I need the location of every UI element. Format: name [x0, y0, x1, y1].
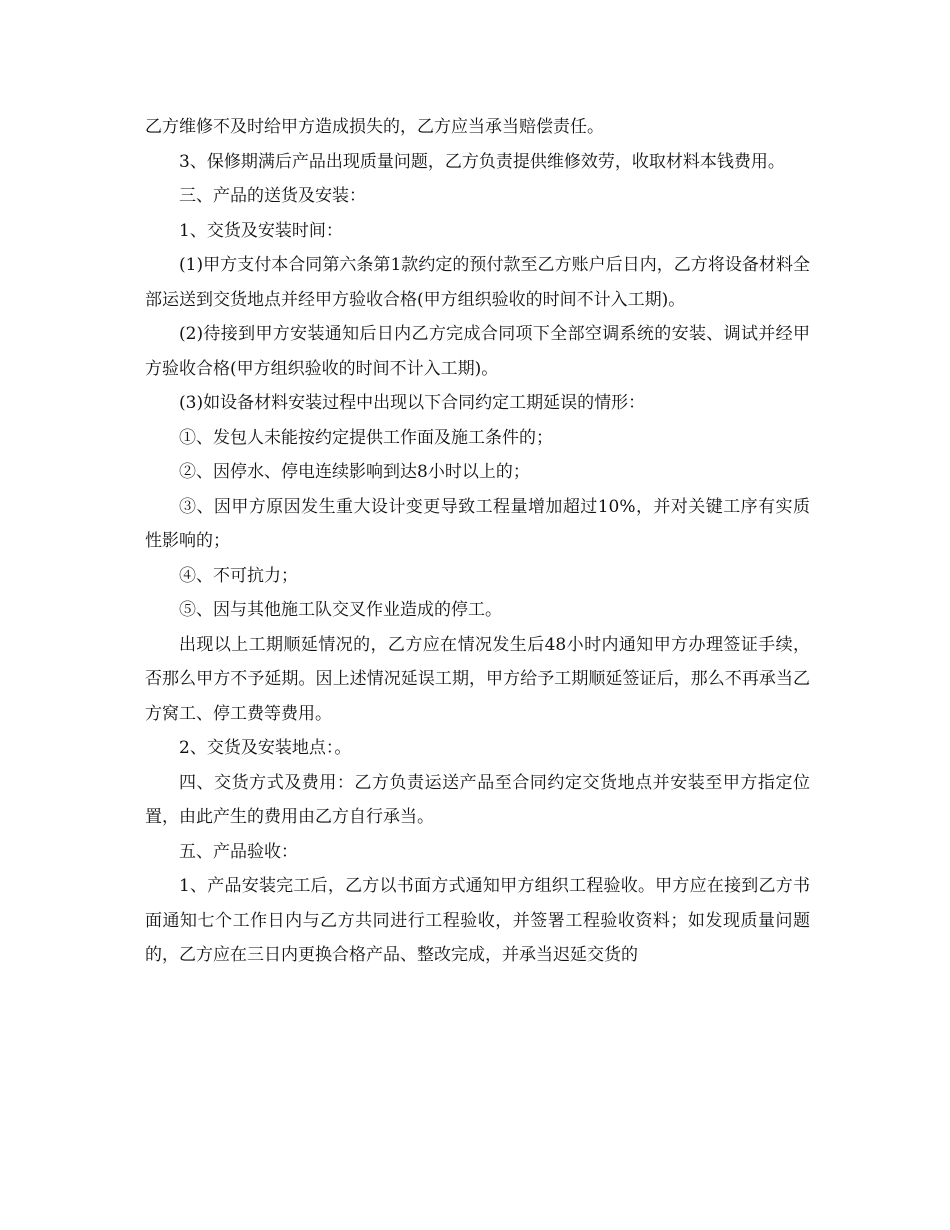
list-item: ③、因甲方原因发生重大设计变更导致工程量增加超过10%，并对关键工序有实质性影响的； [145, 496, 810, 551]
paragraph: 1、交货及安装时间： [179, 220, 343, 241]
section-heading: 五、产品验收： [179, 841, 298, 862]
paragraph: 乙方维修不及时给甲方造成损失的，乙方应当承当赔偿责任。 [145, 117, 604, 137]
list-item: ⑤、因与其他施工队交叉作业造成的停工。 [179, 600, 502, 620]
list-item: ④、不可抗力； [179, 565, 298, 586]
document-body [145, 110, 810, 973]
paragraph: 2、交货及安装地点：。 [179, 738, 352, 758]
paragraph: (2)待接到甲方安装通知后日内乙方完成合同项下全部空调系统的安装、调试并经甲方验收合格(甲方组织验收的时间不计入工期)。 [145, 324, 810, 379]
list-item: ①、发包人未能按约定提供工作面及施工条件的； [179, 427, 553, 448]
paragraph: (1)甲方支付本合同第六条第1款约定的预付款至乙方账户后日内，乙方将设备材料全部运送到交货地点并经甲方验收合格(甲方组织验收的时间不计入工期)。 [145, 255, 810, 310]
paragraph: 1、产品安装完工后，乙方以书面方式通知甲方组织工程验收。甲方应在接到乙方书面通知七个工作日内与乙方共同进行工程验收，并签署工程验收资料；如发现质量问题的，乙方应在三日内更换合格产品、整改完成，并承当迟延交货的 [145, 876, 810, 965]
paragraph: (3)如设备材料安装过程中出现以下合同约定工期延误的情形： [179, 393, 646, 413]
section-heading: 三、产品的送货及安装： [179, 186, 366, 206]
paragraph: 3、保修期满后产品出现质量问题，乙方负责提供维修效劳，收取材料本钱费用。 [179, 151, 785, 172]
section-heading: 四、交货方式及费用：乙方负责运送产品至合同约定交货地点并安装至甲方指定位置，由此产生的费用由乙方自行承当。 [145, 772, 810, 827]
paragraph: 出现以上工期顺延情况的，乙方应在情况发生后48小时内通知甲方办理签证手续，否那么甲方不予延期。因上述情况延误工期，甲方给予工期顺延签证后，那么不再承当乙方窝工、停工费等费用。 [145, 634, 810, 724]
list-item: ②、因停水、停电连续影响到达8小时以上的； [179, 462, 530, 482]
